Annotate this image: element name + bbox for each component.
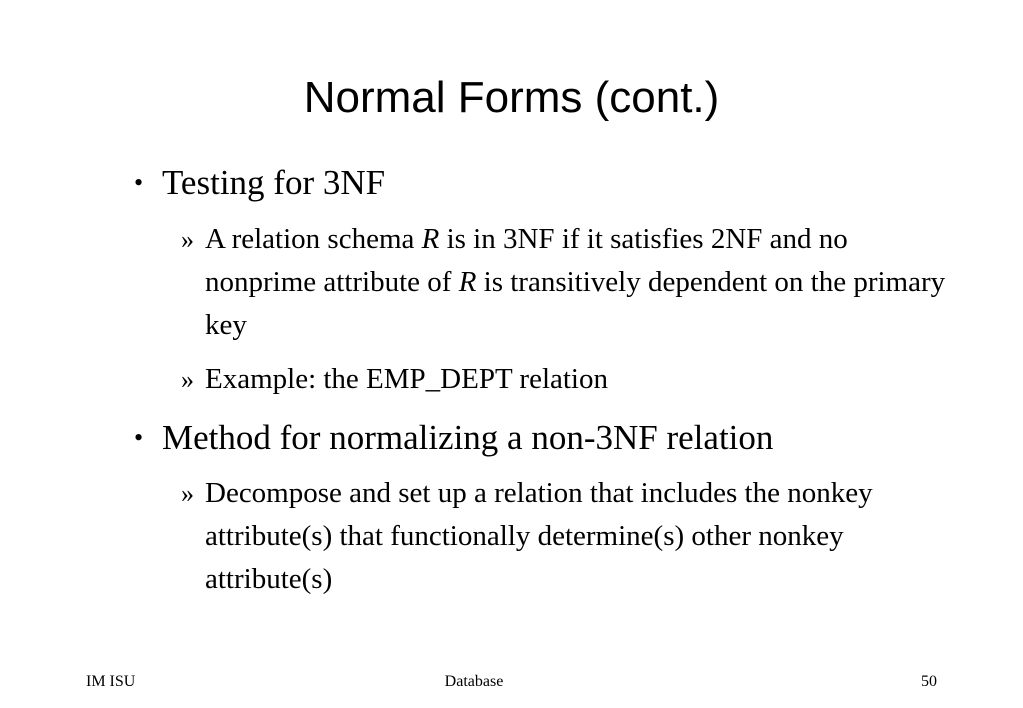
chevron-marker-icon: »: [181, 479, 194, 508]
bullet-normalizing-method: [134, 418, 773, 458]
bullet-dot-icon: •: [134, 423, 144, 452]
footer-organization: IM ISU: [86, 673, 136, 690]
bullet-testing-3nf: [134, 163, 385, 203]
subitem-text: Example: the EMP_DEPT relation: [205, 363, 608, 395]
footer-course: Database: [444, 673, 504, 690]
text-part: A relation schema: [205, 223, 422, 255]
bullet-text: Method for normalizing a non-3NF relation: [162, 418, 774, 457]
slide-title: Normal Forms (cont.): [303, 73, 720, 122]
text-part: is transitively dependent on the primary key: [205, 266, 946, 341]
subitem-text: [181, 218, 961, 347]
text-part: is in 3NF if it satisfies 2NF and no nonprime attribute of: [205, 223, 848, 298]
chevron-marker-icon: »: [181, 225, 194, 254]
subitem-decompose: [181, 472, 961, 601]
page-number: 50: [921, 673, 937, 690]
subitem-example: [181, 358, 961, 401]
subitem-text: Decompose and set up a relation that includes the nonkey attribute(s) that functionally determine(s) other nonkey attribute(s): [205, 477, 873, 595]
bullet-dot-icon: •: [134, 168, 144, 197]
subitem-3nf-definition: [181, 218, 961, 347]
chevron-marker-icon: »: [181, 365, 194, 394]
relation-symbol: R: [458, 266, 477, 298]
relation-symbol: R: [421, 223, 440, 255]
bullet-text: Testing for 3NF: [162, 163, 386, 202]
